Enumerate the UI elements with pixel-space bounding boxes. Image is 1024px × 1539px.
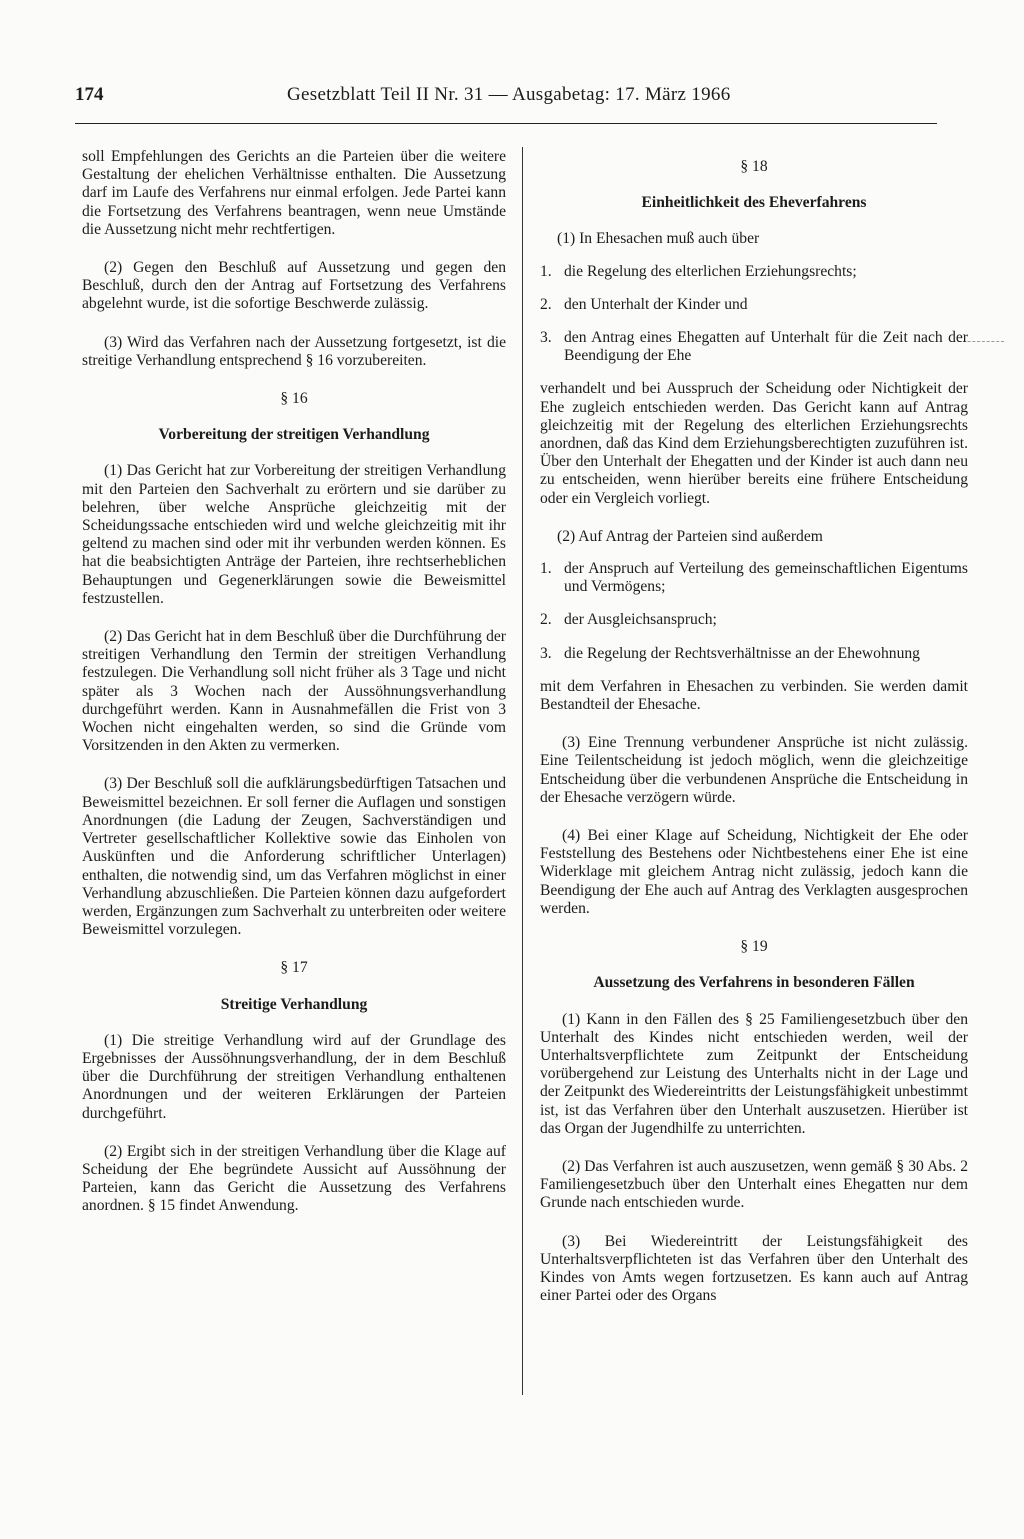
list-item — [540, 611, 968, 629]
paragraph-17-1: (1) Die streitige Verhandlung wird auf der Grundlage des Ergebnisses der Aussöhnungsverhandlung, der in dem Beschluß über die Durchführung der streitigen Verhandlung enthaltenen Anordnungen und der weiteren Erklärungen der Parteien durchgeführt. — [82, 1031, 506, 1122]
list-item-text: die Regelung des elterlichen Erziehungsrechts; — [564, 262, 857, 280]
section-19-heading: Aussetzung des Verfahrens in besonderen Fällen — [593, 974, 915, 992]
column-divider — [522, 147, 523, 1395]
list-item-number: 1. — [540, 560, 552, 578]
paragraph-18-3: (3) Eine Trennung verbundener Ansprüche ist nicht zulässig. Eine Teilentscheidung ist jedoch möglich, wenn die gleichzeitige Entscheidung über die verbundenen Ansprüche die Entscheidung in der Ehesache verzögern würde. — [540, 734, 968, 806]
list-item — [540, 560, 968, 596]
list-item-number: 2. — [540, 611, 552, 629]
paragraph-19-3: (3) Bei Wiedereintritt der Leistungsfähigkeit des Unterhaltsverpflichteten ist das Verfahren über den Unterhalt des Kindes von Amts wegen fortzusetzen. Es kann auch auf Antrag einer Partei oder des Organs — [540, 1232, 968, 1305]
paragraph-18-1-intro: (1) In Ehesachen muß auch über — [557, 230, 760, 248]
section-18-heading: Einheitlichkeit des Eheverfahrens — [641, 194, 867, 212]
paragraph-16-1: (1) Das Gericht hat zur Vorbereitung der streitigen Verhandlung mit den Parteien den Sachverhalt zu erörtern und sie darüber zu belehren, über welche Ansprüche gleichzeitig mit der Scheidungssache entschieden wird und welche gleichzeitig mit ihr geltend zu machen sind oder mit ihr verbunden werden können. Es hat die beabsichtigten Anträge der Parteien, ihre rechtserheblichen Behauptungen und Gegenerklärungen sowie die Beweismittel festzustellen. — [82, 462, 506, 607]
list-item-text: die Regelung der Rechtsverhältnisse an der Ehewohnung — [564, 644, 920, 662]
header-rule — [75, 123, 937, 124]
section-17-number: § 17 — [280, 959, 308, 977]
list-item-number: 3. — [540, 329, 552, 347]
list-item — [540, 296, 968, 314]
list-item-number: 1. — [540, 262, 552, 280]
paragraph-16-3: (3) Der Beschluß soll die aufklärungsbedürftigen Tatsachen und Beweismittel bezeichnen. Er soll ferner die Auflagen und sonstigen Anordnungen (die Ladung der Zeugen, Sachverständigen und Vertreter gesellschaftlicher Kollektive sowie das Einholen von Auskünften und die Anforderung schriftlicher Unterlagen) enthalten, die notwendig sind, um das Verfahren möglichst in einer Verhandlung abzuschließen. Die Parteien können dazu aufgefordert werden, Ergänzungen zum Sachverhalt zu unterbreiten oder weitere Beweismittel vorzulegen. — [82, 775, 506, 939]
list-item-text: der Anspruch auf Verteilung des gemeinschaftlichen Eigentums und Vermögens; — [564, 560, 968, 596]
list-item-number: 2. — [540, 295, 552, 313]
list-item-number: 3. — [540, 644, 552, 662]
paragraph-18-1-after: verhandelt und bei Ausspruch der Scheidung oder Nichtigkeit der Ehe zugleich entschieden werden. Das Gericht kann auf Antrag gleichzeitig mit der Regelung des elterlichen Erziehungsrechts anordnen, daß das Kind dem Erziehungsberechtigten zuzuführen ist. Über den Unterhalt der Ehegatten und der Kinder ist auch dann neu zu entscheiden, wenn hierüber bereits eine frühere Entscheidung oder ein Vergleich vorliegt. — [540, 380, 968, 507]
paragraph-19-1: (1) Kann in den Fällen des § 25 Familiengesetzbuch über den Unterhalt des Kindes nicht entschieden werden, weil der Unterhaltsverpflichtete zum Zeitpunkt der Entscheidung vorübergehend zur Leistung des Unterhalts nicht in der Lage und der Zeitpunkt des Wiedereintritts der Leistungsfähigkeit unbestimmt ist, ist das Verfahren über den Unterhalt auszusetzen. Hierüber ist das Organ der Jugendhilfe zu unterrichten. — [540, 1010, 968, 1137]
section-18-number: § 18 — [740, 158, 768, 175]
list-item — [540, 645, 968, 663]
paragraph-16-2: (2) Das Gericht hat in dem Beschluß über die Durchführung der streitigen Verhandlung den Termin der streitigen Verhandlung festzulegen. Die Verhandlung soll nicht früher als 3 Tage und nicht später als 3 Wochen nach der Aussöhnungsverhandlung durchgeführt werden. Kann in Ausnahmefällen die Frist von 3 Wochen nicht eingehalten werden, so sind die Gründe vom Vorsitzenden in den Akten zu vermerken. — [82, 628, 506, 755]
paragraph-continued: soll Empfehlungen des Gerichts an die Parteien über die weitere Gestaltung der ehelichen Verhältnisse enthalten. Die Aussetzung darf im Laufe des Verfahrens nur einmal erfolgen. Jede Partei kann die Fortsetzung des Verfahrens beantragen, wenn neue Umstände die Aussetzung nicht mehr rechtfertigen. — [82, 148, 506, 238]
paragraph-15-3: (3) Wird das Verfahren nach der Aussetzung fortgesetzt, ist die streitige Verhandlung entsprechend § 16 vorzubereiten. — [82, 333, 506, 369]
page-number: 174 — [75, 84, 104, 105]
paragraph-19-2: (2) Das Verfahren ist auch auszusetzen, wenn gemäß § 30 Abs. 2 Familiengesetzbuch über den Unterhalt eines Ehegatten nur dem Grunde nach entschieden wurde. — [540, 1157, 968, 1212]
list-item-text: den Unterhalt der Kinder und — [564, 295, 748, 313]
paragraph-17-2: (2) Ergibt sich in der streitigen Verhandlung über die Klage auf Scheidung der Ehe begründete Aussicht auf Aussöhnung der Parteien, kann das Gericht die Aussetzung des Verfahrens anordnen. § 15 findet Anwendung. — [82, 1142, 506, 1215]
section-19-number: § 19 — [740, 938, 768, 956]
list-item — [540, 329, 968, 365]
right-column — [540, 148, 968, 1325]
section-16-heading: Vorbereitung der streitigen Verhandlung — [158, 426, 430, 444]
running-title: Gesetzblatt Teil II Nr. 31 — Ausgabetag: 17. März 1966 — [287, 84, 731, 105]
paragraph-15-2: (2) Gegen den Beschluß auf Aussetzung und gegen den Beschluß, durch den der Antrag auf Fortsetzung des Verfahrens abgelehnt wurde, ist die sofortige Beschwerde zulässig. — [82, 259, 506, 313]
section-16-number: § 16 — [280, 390, 308, 408]
paragraph-18-2-after: mit dem Verfahren in Ehesachen zu verbinden. Sie werden damit Bestandteil der Ehesache. — [540, 677, 968, 714]
list-item — [540, 263, 968, 281]
section-17-heading: Streitige Verhandlung — [220, 995, 368, 1013]
paragraph-18-2-intro: (2) Auf Antrag der Parteien sind außerdem — [557, 527, 823, 545]
page-header — [75, 84, 937, 112]
list-item-text: der Ausgleichsanspruch; — [564, 611, 717, 629]
list-item-text: den Antrag eines Ehegatten auf Unterhalt für die Zeit nach der Beendigung der Ehe — [564, 329, 968, 365]
left-column — [82, 148, 506, 1236]
paragraph-18-4: (4) Bei einer Klage auf Scheidung, Nichtigkeit der Ehe oder Feststellung des Bestehens oder Nichtbestehens einer Ehe ist eine Widerklage mit gleichem Antrag nicht zulässig, jedoch kann die Beendigung der Ehe auch auf Antrag des Verklagten ausgesprochen werden. — [540, 827, 968, 917]
